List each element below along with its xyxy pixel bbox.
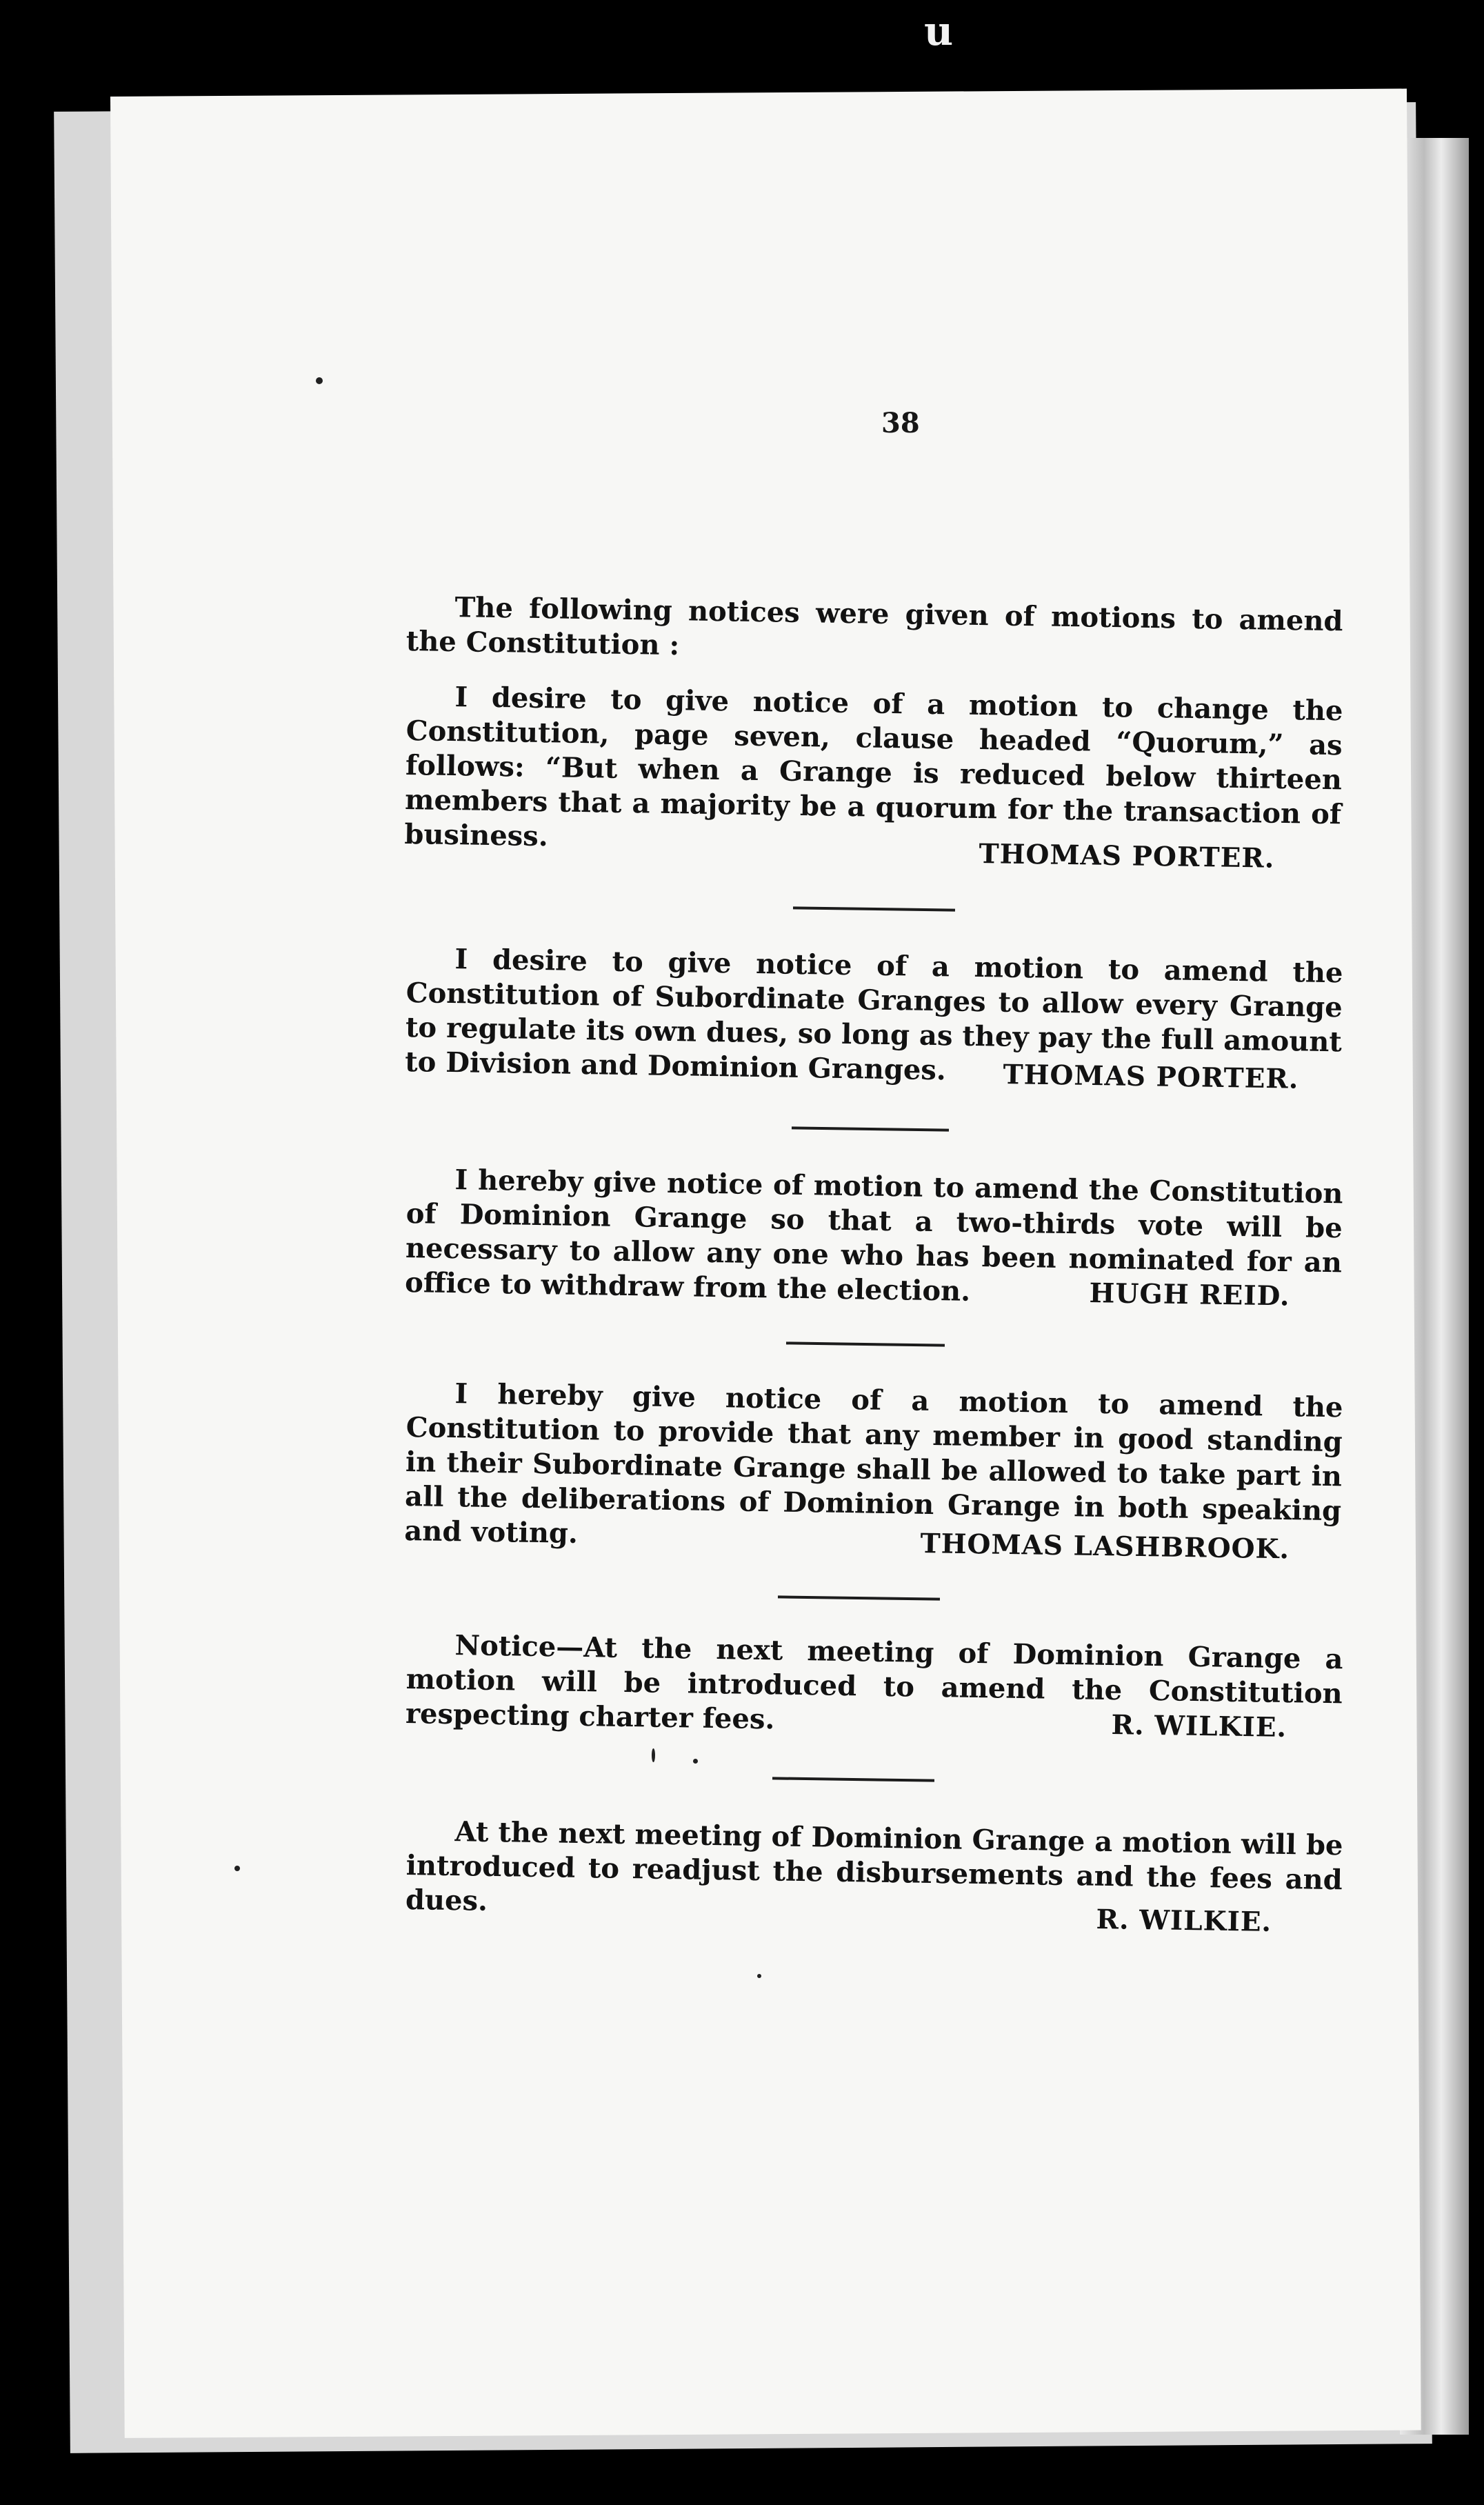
notice-text: I desire to give notice of a motion to change the Constitution, page seven, clause headed “Quorum,” as follows: “But when a Grange is reduced below thirteen members that a majority be a quorum for the transaction of business. [404, 681, 1343, 853]
intro-paragraph [405, 590, 1343, 673]
notice-text: Notice—At the next meeting of Dominion Grange a motion will be introduced to amend the Constitution respecting charter fees. [405, 1629, 1343, 1736]
paper-speck [652, 1748, 655, 1762]
signature-r-wilkie-2: R. WILKIE. [1096, 1904, 1272, 1938]
paper-speck [234, 1866, 240, 1871]
top-margin-mark: u [924, 8, 954, 54]
paper-speck [693, 1759, 698, 1764]
signature-thomas-lashbrook: THOMAS LASHBROOK. [920, 1528, 1290, 1566]
signature-hugh-reid: HUGH REID. [1089, 1277, 1290, 1313]
paper-speck [316, 377, 323, 384]
page-number: 38 [881, 407, 920, 439]
notice-text: The following notices were given of motions to amend the Constitution : [405, 591, 1343, 662]
paper-speck [757, 1974, 761, 1978]
notice-text: I desire to give notice of a motion to amend the Constitution of Subordinate Granges to allow every Grange to regulate its own dues, so long as they pay the full amount to Division and Dominion Granges. [404, 943, 1343, 1087]
signature-thomas-porter-2: THOMAS PORTER. [1003, 1059, 1299, 1095]
notice-text: I hereby give notice of a motion to amend the Constitution to provide that any member in good standing in their Subordinate Grange shall be allowed to take part in all the deliberations of Dominion Grange in both speaking and voting. [404, 1377, 1343, 1550]
signature-r-wilkie: R. WILKIE. [1111, 1709, 1287, 1744]
signature-thomas-porter: THOMAS PORTER. [979, 838, 1275, 875]
notice-quorum [404, 679, 1343, 866]
notice-text: At the next meeting of Dominion Grange a motion will be introduced to readjust the disbursements and the fees and dues. [405, 1815, 1343, 1917]
notice-text: I hereby give notice of motion to amend the Constitution of Dominion Grange so that a two-thirds vote will be necessary to allow any one who has been nominated for an office to withdraw from the election. [404, 1164, 1343, 1308]
